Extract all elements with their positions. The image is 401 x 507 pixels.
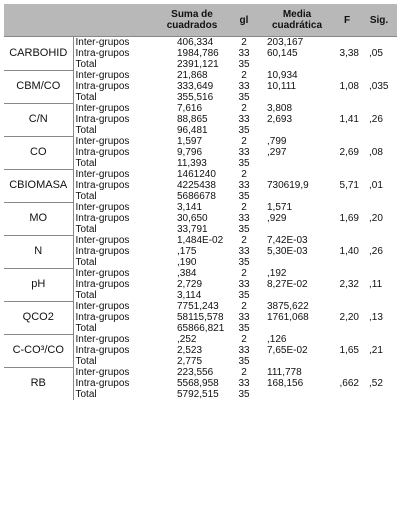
gl-cell: 33 [238, 279, 250, 290]
sig-value: ,26 [369, 114, 383, 125]
source-cell: Inter-grupos [75, 202, 130, 213]
mean-square-cell: ,192 [267, 268, 287, 279]
sum-squares-cell: 9,796 [177, 147, 203, 158]
source-cell: Intra-grupos [75, 213, 130, 224]
mean-square-cell: 5,30E-03 [267, 246, 308, 257]
source-cell: Inter-grupos [75, 235, 130, 246]
mean-square-cell [261, 59, 333, 70]
table-row [4, 103, 397, 114]
source-cell: Inter-grupos [75, 70, 130, 81]
table-row [4, 70, 397, 81]
variable-label: C-CO³/CO [4, 334, 73, 367]
gl-cell: 33 [238, 48, 250, 59]
mean-square-cell: 168,156 [267, 378, 304, 389]
table-row [4, 235, 397, 246]
table-row [4, 169, 397, 180]
sig-value: ,11 [369, 279, 383, 290]
source-cell: Intra-grupos [75, 180, 130, 191]
source-cell: Total [75, 92, 97, 103]
mean-square-cell: 203,167 [261, 37, 333, 49]
f-value: 2,20 [339, 312, 359, 323]
mean-square-cell [261, 257, 333, 268]
variable-label: RB [4, 367, 73, 400]
source-cell: Total [75, 224, 97, 235]
source-cell: Total [75, 158, 97, 169]
sum-squares-cell: 65866,821 [177, 323, 225, 334]
header-row [4, 4, 397, 37]
mean-square-cell: 111,778 [267, 367, 302, 378]
gl-cell: 2 [241, 70, 247, 81]
variable-label: CBIOMASA [4, 169, 73, 202]
gl-cell: 33 [238, 180, 250, 191]
table-row [4, 136, 397, 147]
gl-cell: 33 [238, 378, 250, 389]
mean-square-cell: 1761,068 [267, 312, 309, 323]
table-row [4, 37, 397, 49]
source-cell: Inter-grupos [75, 169, 130, 180]
gl-cell: 35 [238, 356, 250, 367]
source-cell: Inter-grupos [75, 136, 130, 147]
table-row [4, 334, 397, 345]
mean-square-cell: 730619,9 [267, 180, 309, 191]
source-cell: Inter-grupos [75, 301, 130, 312]
sum-squares-cell: 355,516 [177, 92, 214, 103]
mean-square-cell [261, 125, 333, 136]
sum-squares-cell: 3,141 [177, 202, 203, 213]
mean-square-cell: ,799 [267, 136, 287, 147]
source-cell: Intra-grupos [75, 378, 130, 389]
sum-squares-cell: 2391,121 [177, 59, 219, 70]
sum-squares-cell: 1,484E-02 [177, 235, 224, 246]
gl-cell: 35 [238, 389, 250, 400]
sum-squares-cell: 333,649 [177, 81, 214, 92]
mean-square-cell: 3875,622 [267, 301, 309, 312]
mean-square-cell: 10,934 [267, 70, 298, 81]
source-cell: Intra-grupos [75, 48, 130, 59]
sum-squares-cell: 58115,578 [177, 312, 224, 323]
header-gl: gl [227, 4, 261, 37]
sig-value: ,21 [369, 345, 383, 356]
sum-squares-cell: 223,556 [177, 367, 214, 378]
f-value: ,662 [339, 378, 359, 389]
source-cell: Inter-grupos [75, 367, 130, 378]
mean-square-cell: 7,42E-03 [267, 235, 308, 246]
f-value: 1,08 [339, 81, 359, 92]
variable-label: CBM/CO [4, 70, 73, 103]
mean-square-cell [261, 224, 333, 235]
gl-cell: 2 [241, 202, 247, 213]
source-cell: Inter-grupos [75, 334, 130, 345]
mean-square-cell: 2,693 [267, 114, 293, 125]
gl-cell: 35 [238, 125, 250, 136]
gl-cell: 2 [227, 37, 261, 49]
source-cell: Intra-grupos [75, 345, 130, 356]
source-cell: Total [75, 191, 97, 202]
mean-square-cell: 10,111 [267, 81, 297, 92]
source-cell: Total [75, 389, 97, 400]
sig-value: ,13 [369, 312, 383, 323]
gl-cell: 2 [241, 334, 247, 345]
sum-squares-cell: 3,114 [177, 290, 202, 301]
source-cell: Total [75, 125, 97, 136]
mean-square-cell [261, 356, 333, 367]
gl-cell: 2 [241, 103, 247, 114]
source-cell: Total [75, 59, 97, 70]
mean-square-cell: 60,145 [267, 48, 298, 59]
table-row [4, 202, 397, 213]
sum-squares-cell: ,384 [177, 268, 197, 279]
sum-squares-cell: 5686678 [177, 191, 216, 202]
header-sig: Sig. [361, 4, 397, 37]
sig-value: ,20 [369, 213, 383, 224]
sum-squares-cell: ,252 [177, 334, 197, 345]
table-row [4, 268, 397, 279]
sum-squares-cell: 1,597 [177, 136, 203, 147]
sum-squares-cell: 4225438 [177, 180, 216, 191]
mean-square-cell [261, 169, 333, 180]
gl-cell: 35 [238, 290, 250, 301]
sum-squares-cell: 96,481 [177, 125, 208, 136]
source-cell: Intra-grupos [75, 114, 130, 125]
header-source [73, 4, 157, 37]
mean-square-cell [261, 92, 333, 103]
sum-squares-cell: 21,868 [177, 70, 208, 81]
source-cell: Intra-grupos [75, 279, 130, 290]
header-mean-square: Media cuadrática [261, 4, 333, 37]
sum-squares-cell: ,175 [177, 246, 197, 257]
gl-cell: 2 [241, 169, 247, 180]
gl-cell: 35 [238, 191, 250, 202]
variable-label: pH [4, 268, 73, 301]
f-value: 5,71 [339, 180, 359, 191]
source-cell: Intra-grupos [75, 246, 130, 257]
variable-label: MO [4, 202, 73, 235]
gl-cell: 35 [238, 323, 250, 334]
f-value: 1,65 [339, 345, 359, 356]
f-value: 2,32 [339, 279, 359, 290]
gl-cell: 33 [238, 345, 250, 356]
sum-squares-cell: 5568,958 [177, 378, 219, 389]
source-cell: Inter-grupos [73, 37, 157, 49]
mean-square-cell: 1,571 [267, 202, 293, 213]
gl-cell: 35 [238, 224, 250, 235]
sum-squares-cell: 1984,786 [177, 48, 219, 59]
gl-cell: 2 [241, 268, 247, 279]
gl-cell: 33 [238, 246, 250, 257]
gl-cell: 33 [238, 114, 250, 125]
gl-cell: 33 [238, 213, 250, 224]
gl-cell: 2 [241, 367, 247, 378]
mean-square-cell: 3,808 [267, 103, 293, 114]
variable-label: CARBOHID [4, 37, 73, 71]
sum-squares-cell: 33,791 [177, 224, 208, 235]
source-cell: Total [75, 356, 97, 367]
gl-cell: 33 [238, 147, 250, 158]
sig-value: ,05 [361, 37, 397, 71]
mean-square-cell: 7,65E-02 [267, 345, 308, 356]
sig-value: ,08 [369, 147, 383, 158]
gl-cell: 35 [238, 59, 250, 70]
mean-square-cell [261, 323, 333, 334]
header-sum-squares: Suma de cuadrados [157, 4, 227, 37]
mean-square-cell: ,126 [267, 334, 287, 345]
gl-cell: 35 [238, 92, 250, 103]
anova-table [4, 4, 397, 400]
source-cell: Total [75, 323, 97, 334]
sum-squares-cell: 2,729 [177, 279, 203, 290]
sum-squares-cell: 2,775 [177, 356, 203, 367]
sig-value: ,035 [369, 81, 389, 92]
gl-cell: 35 [238, 257, 250, 268]
sum-squares-cell: 11,393 [177, 158, 207, 169]
gl-cell: 35 [238, 158, 250, 169]
f-value: 1,40 [339, 246, 359, 257]
sum-squares-cell: 88,865 [177, 114, 208, 125]
mean-square-cell: ,297 [267, 147, 287, 158]
f-value: 2,69 [339, 147, 359, 158]
variable-label: QCO2 [4, 301, 73, 334]
variable-label: C/N [4, 103, 73, 136]
table-row [4, 301, 397, 312]
gl-cell: 33 [238, 81, 250, 92]
source-cell: Inter-grupos [75, 103, 130, 114]
mean-square-cell [261, 290, 333, 301]
variable-label: CO [4, 136, 73, 169]
sum-squares-cell: 7751,243 [177, 301, 219, 312]
source-cell: Intra-grupos [75, 312, 130, 323]
gl-cell: 2 [241, 235, 247, 246]
f-value: 1,69 [339, 213, 359, 224]
source-cell: Total [75, 290, 97, 301]
source-cell: Intra-grupos [75, 81, 130, 92]
sig-value: ,01 [369, 180, 383, 191]
source-cell: Total [75, 257, 97, 268]
variable-label: N [4, 235, 73, 268]
sum-squares-cell: 2,523 [177, 345, 203, 356]
source-cell: Inter-grupos [75, 268, 130, 279]
sig-value: ,52 [369, 378, 383, 389]
f-value: 1,41 [339, 114, 359, 125]
sum-squares-cell: 1461240 [177, 169, 216, 180]
sum-squares-cell: 30,650 [177, 213, 208, 224]
mean-square-cell: 8,27E-02 [267, 279, 308, 290]
sig-value: ,26 [369, 246, 383, 257]
mean-square-cell [261, 191, 333, 202]
gl-cell: 33 [238, 312, 250, 323]
gl-cell: 2 [241, 301, 247, 312]
header-variable [4, 4, 73, 37]
sum-squares-cell: ,190 [177, 257, 197, 268]
table-body [4, 37, 397, 401]
gl-cell: 2 [241, 136, 247, 147]
sum-squares-cell: 7,616 [177, 103, 203, 114]
sum-squares-cell: 5792,515 [177, 389, 219, 400]
sum-squares-cell: 406,334 [157, 37, 227, 49]
mean-square-cell [261, 389, 333, 400]
mean-square-cell: ,929 [267, 213, 287, 224]
table-row [4, 367, 397, 378]
source-cell: Intra-grupos [75, 147, 130, 158]
mean-square-cell [261, 158, 333, 169]
f-value: 3,38 [333, 37, 361, 71]
header-f: F [333, 4, 361, 37]
